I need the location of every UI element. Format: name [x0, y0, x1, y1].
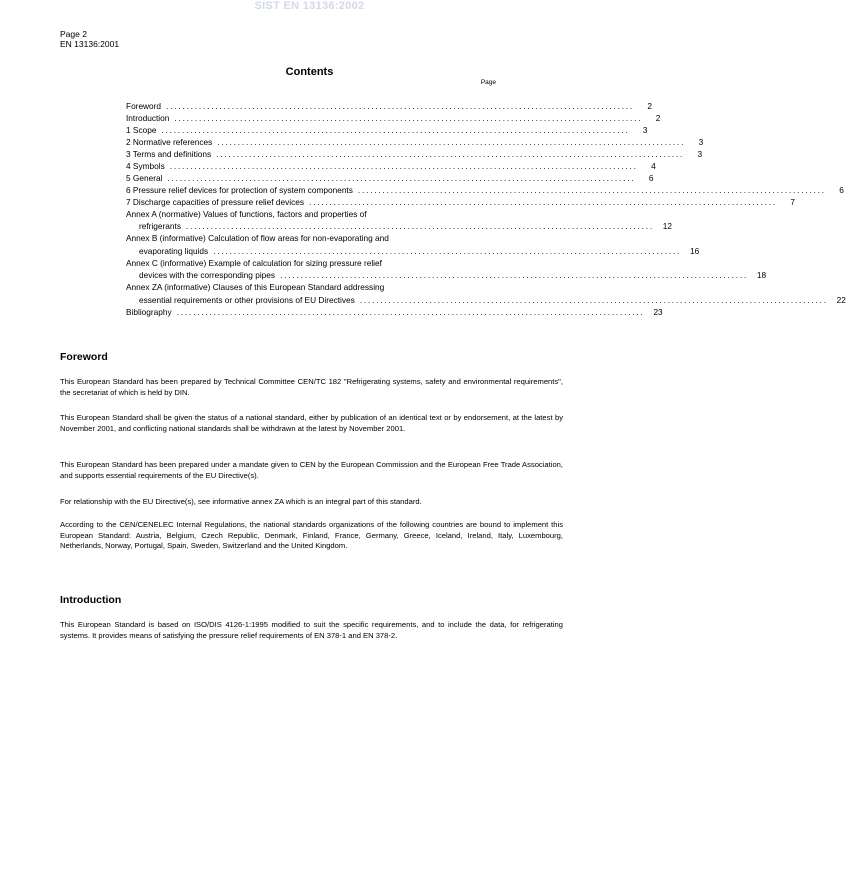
toc-entry-annex-b[interactable]: Annex B (informative) Calculation of flow areas for non-evaporating and [126, 233, 389, 244]
toc-entry-annex-za-cont[interactable]: essential requirements or other provisions of EU Directives .................................................................................................................. 22 [139, 294, 846, 305]
toc-entry-discharge-capacities[interactable]: 7 Discharge capacities of pressure relief devices .................................................................................................................. 7 [126, 197, 796, 207]
toc-entry-annex-c[interactable]: Annex C (informative) Example of calculation for sizing pressure relief [126, 257, 382, 268]
toc-entry-introduction[interactable]: Introduction .................................................................................................................. 2 [126, 113, 661, 123]
toc-page-column-label: Page [480, 79, 496, 86]
toc-entry-symbols[interactable]: 4 Symbols .................................................................................................................. 4 [126, 161, 656, 171]
toc-entry-normative-references[interactable]: 2 Normative references .................................................................................................................. 3 [126, 137, 704, 147]
watermark: SIST EN 13136:2002 [254, 0, 365, 12]
toc-entry-general[interactable]: 5 General .................................................................................................................. 6 [126, 173, 654, 183]
document-id: EN 13136:2001 [60, 39, 120, 49]
toc-entry-pressure-relief-devices[interactable]: 6 Pressure relief devices for protection of system components .................................................................................................................. 6 [126, 185, 844, 195]
toc-entry-scope[interactable]: 1 Scope .................................................................................................................. 3 [126, 125, 648, 135]
page-number: Page 2 [60, 29, 87, 39]
foreword-heading: Foreword [60, 351, 108, 363]
toc-entry-annex-a-cont[interactable]: refrigerants .................................................................................................................. 12 [139, 221, 672, 232]
introduction-heading: Introduction [60, 594, 122, 606]
toc-entry-foreword[interactable]: Foreword .................................................................................................................. 2 [126, 101, 653, 111]
toc-entry-annex-b-cont[interactable]: evaporating liquids .................................................................................................................. 16 [139, 245, 700, 256]
toc-entry-annex-za[interactable]: Annex ZA (informative) Clauses of this European Standard addressing [126, 282, 385, 293]
foreword-paragraph: According to the CEN/CENELEC Internal Regulations, the national standards organizations of the following countries are bound to implement this European Standard: Austria, Belgium, Czech Republic, Denmark, Finland, France, Germany, Greece, Iceland, Ireland, Italy, Luxembourg, Netherlands, Norway, Portugal, Spain, Sweden, Switzerland and the United Kingdom. [60, 520, 563, 551]
foreword-paragraph: This European Standard has been prepared under a mandate given to CEN by the European Commission and the European Free Trade Association, and supports essential requirements of the EU Directive(s). [60, 460, 563, 480]
toc-entry-annex-a[interactable]: Annex A (normative) Values of functions, factors and properties of [126, 209, 367, 219]
foreword-paragraph: This European Standard shall be given the status of a national standard, either by publication of an identical text or by endorsement, at the latest by November 2001, and conflicting national standards shall be withdrawn at the latest by November 2001. [60, 413, 563, 433]
foreword-paragraph: This European Standard has been prepared by Technical Committee CEN/TC 182 "Refrigerating systems, safety and environmental requirements", the secretariat of which is held by DIN. [60, 377, 563, 397]
toc-entry-annex-c-cont[interactable]: devices with the corresponding pipes .................................................................................................................. 18 [139, 270, 767, 281]
toc-entry-terms-definitions[interactable]: 3 Terms and definitions .................................................................................................................. 3 [126, 149, 703, 159]
contents-title: Contents [285, 66, 334, 78]
foreword-paragraph: For relationship with the EU Directive(s), see informative annex ZA which is an integral part of this standard. [60, 497, 422, 506]
introduction-paragraph: This European Standard is based on ISO/DIS 4126-1:1995 modified to suit the specific requirements, and to include the data, for refrigerating systems. It provides means of satisfying the pressure relief requirements of EN 378-1 and EN 378-2. [60, 620, 563, 640]
table-of-contents [126, 100, 846, 318]
toc-entry-bibliography[interactable]: Bibliography .................................................................................................................. 23 [126, 306, 663, 317]
